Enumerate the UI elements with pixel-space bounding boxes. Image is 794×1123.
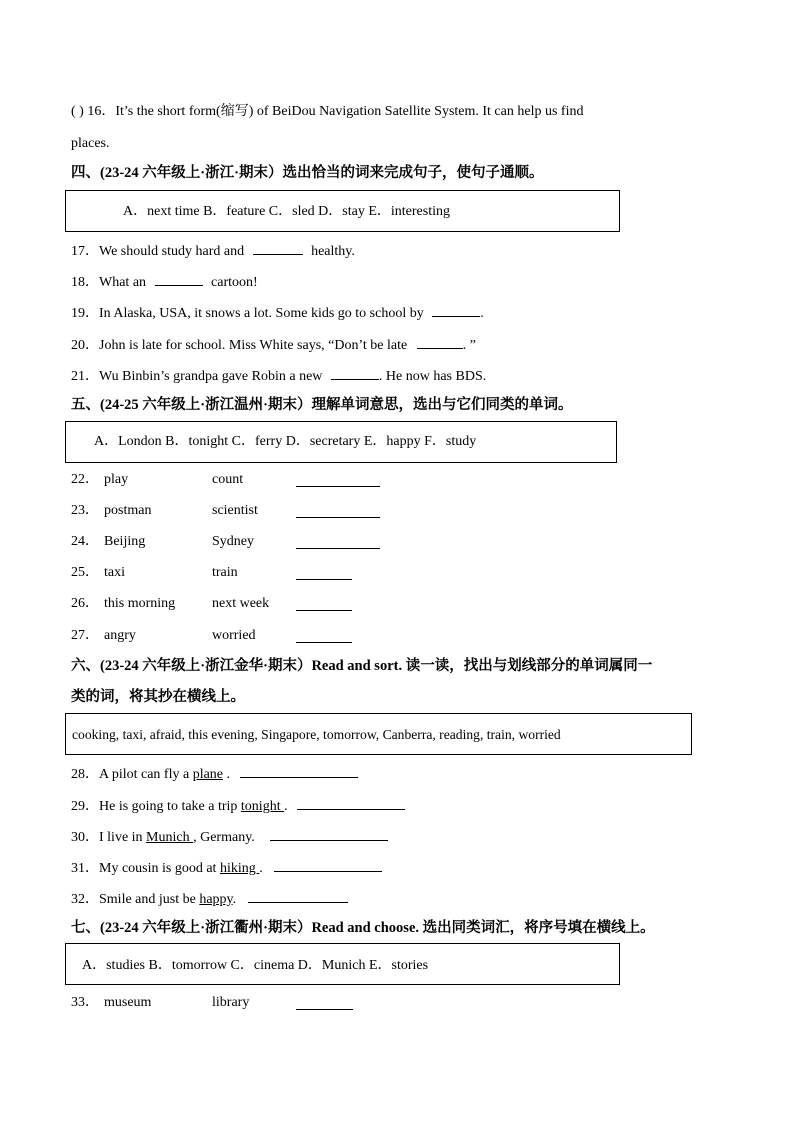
answer-blank[interactable]	[432, 302, 480, 317]
answer-blank[interactable]	[296, 610, 352, 611]
answer-blank[interactable]	[297, 795, 405, 810]
answer-blank[interactable]	[274, 857, 382, 872]
question-21	[71, 365, 486, 386]
question-text: 17．We should study hard and	[71, 244, 245, 259]
word-b: library	[212, 995, 250, 1010]
word-b: worried	[212, 628, 256, 643]
question-number: 33．	[71, 995, 99, 1010]
question-text: 31．My cousin is good at	[71, 861, 220, 876]
word-a: Beijing	[104, 534, 146, 549]
question-number: 24．	[71, 534, 99, 549]
question-30	[71, 826, 388, 847]
question-text: 19．In Alaska, USA, it snows a lot. Some kids go to school by	[71, 306, 424, 321]
question-18	[71, 271, 258, 292]
section-7-options: A．studies B．tomorrow C．cinema D．Munich E．stories	[82, 958, 429, 973]
question-number: 25．	[71, 565, 99, 580]
question-text-end: .	[232, 892, 237, 907]
question-17	[71, 240, 355, 261]
answer-blank[interactable]	[417, 334, 463, 349]
question-text-end: healthy.	[311, 244, 355, 259]
question-29	[71, 795, 405, 816]
answer-blank[interactable]	[248, 888, 348, 903]
question-text: 29．He is going to take a trip	[71, 799, 241, 814]
question-19	[71, 302, 484, 323]
underlined-word: Munich	[146, 830, 194, 845]
question-text-end: . He now has BDS.	[378, 369, 487, 384]
section-6-heading: 六、(23-24 六年级上·浙江金华·期末）Read and sort. 读一读，找出与划线部分的单词属同一	[71, 658, 653, 674]
word-b: train	[212, 565, 238, 580]
question-text-end: cartoon!	[211, 275, 258, 290]
question-text: 28．A pilot can fly a	[71, 767, 193, 782]
word-a: postman	[104, 503, 152, 518]
question-31	[71, 857, 382, 878]
answer-blank[interactable]	[296, 1009, 353, 1010]
question-text-end: .	[259, 861, 263, 876]
question-16	[71, 103, 583, 121]
answer-blank[interactable]	[253, 240, 303, 255]
question-text: 20．John is late for school. Miss White says, “Don’t be late	[71, 338, 408, 353]
question-text-end: .	[223, 767, 231, 782]
question-16-cont: places.	[71, 136, 110, 151]
question-text-end: .	[284, 799, 288, 814]
section-6-heading-cont: 类的词，将其抄在横线上。	[71, 689, 245, 705]
answer-paren[interactable]: ( )	[71, 104, 84, 119]
question-number: 27．	[71, 628, 99, 643]
question-16-text: 16．It’s the short form(缩写) of BeiDou Navigation Satellite System. It can help us find	[87, 104, 584, 119]
question-number: 23．	[71, 503, 99, 518]
word-a: angry	[104, 628, 136, 643]
word-a: play	[104, 472, 129, 487]
underlined-word: hiking	[219, 861, 260, 876]
underlined-word: tonight	[240, 799, 285, 814]
question-text: 32．Smile and just be	[71, 892, 200, 907]
answer-blank[interactable]	[296, 642, 352, 643]
question-text-end: . ”	[462, 338, 476, 353]
word-a: museum	[104, 995, 152, 1010]
section-5-heading: 五、(24-25 六年级上·浙江温州·期末）理解单词意思，选出与它们同类的单词。	[71, 397, 573, 413]
question-text-end: , Germany.	[193, 830, 255, 845]
answer-blank[interactable]	[296, 486, 380, 487]
word-b: count	[212, 472, 244, 487]
question-text: 18．What an	[71, 275, 147, 290]
question-20	[71, 334, 476, 355]
question-28	[71, 763, 358, 784]
word-a: taxi	[104, 565, 125, 580]
section-7-heading: 七、(23-24 六年级上·浙江衢州·期末）Read and choose. 选出同类词汇，将序号填在横线上。	[71, 920, 655, 936]
answer-blank[interactable]	[296, 517, 380, 518]
word-b: Sydney	[212, 534, 254, 549]
question-text-end: .	[480, 306, 484, 321]
word-b: scientist	[212, 503, 258, 518]
question-32	[71, 888, 348, 909]
answer-blank[interactable]	[296, 579, 352, 580]
answer-blank[interactable]	[296, 548, 380, 549]
question-number: 26．	[71, 596, 99, 611]
answer-blank[interactable]	[331, 365, 379, 380]
question-text: 21．Wu Binbin’s grandpa gave Robin a new	[71, 369, 323, 384]
answer-blank[interactable]	[155, 271, 203, 286]
answer-blank[interactable]	[270, 826, 388, 841]
word-a: this morning	[104, 596, 176, 611]
section-5-options: A．London B．tonight C．ferry D．secretary E．happy F．study	[94, 434, 477, 449]
word-b: next week	[212, 596, 270, 611]
question-text: 30．I live in	[71, 830, 147, 845]
section-4-heading: 四、(23-24 六年级上·浙江·期末）选出恰当的词来完成句子，使句子通顺。	[71, 165, 544, 181]
section-4-options: A．next time B．feature C．sled D．stay E．interesting	[123, 204, 450, 219]
underlined-word: happy	[199, 892, 233, 907]
question-number: 22．	[71, 472, 99, 487]
section-6-options: cooking, taxi, afraid, this evening, Singapore, tomorrow, Canberra, reading, train, worried	[72, 727, 561, 742]
answer-blank[interactable]	[240, 763, 358, 778]
underlined-word: plane	[192, 767, 224, 782]
